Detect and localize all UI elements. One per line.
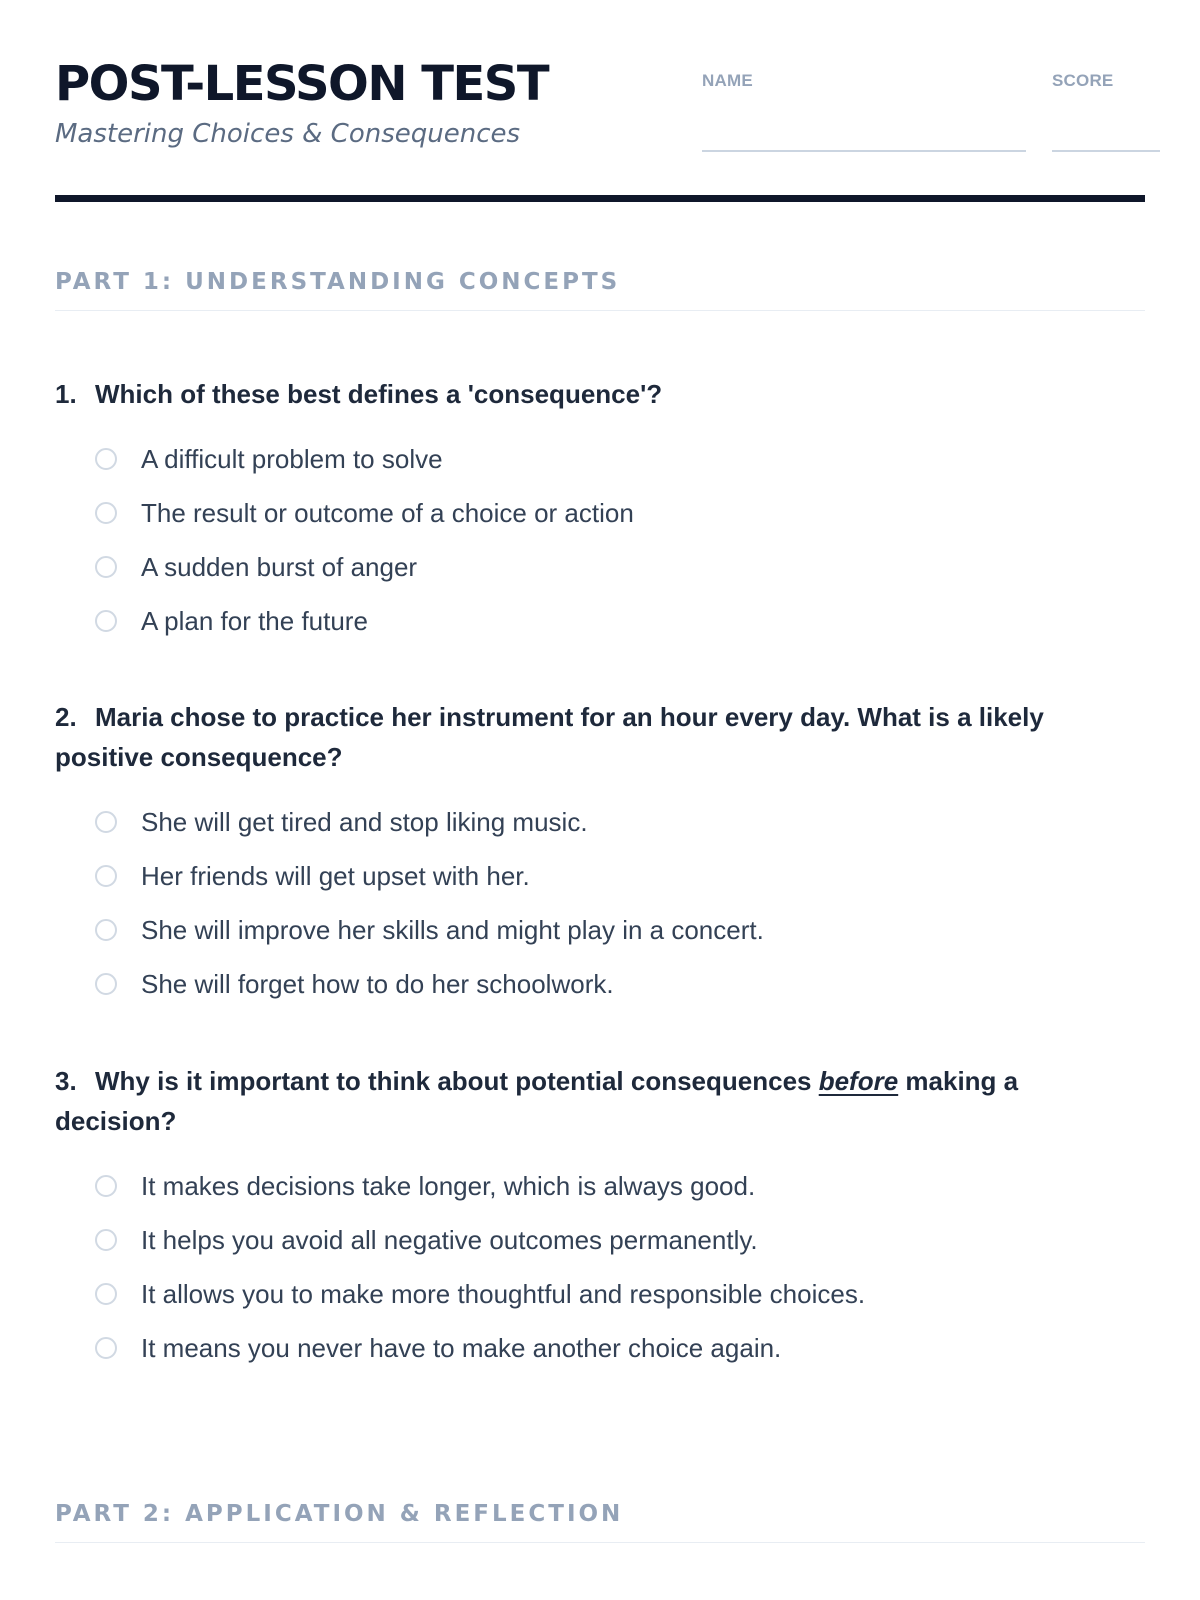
answer-option[interactable] bbox=[55, 486, 1145, 540]
answer-options bbox=[55, 795, 1145, 1011]
option-label: A sudden burst of anger bbox=[141, 551, 418, 582]
option-label: She will forget how to do her schoolwork. bbox=[141, 968, 614, 999]
radio-button[interactable] bbox=[95, 448, 117, 470]
name-label: NAME bbox=[702, 71, 753, 90]
name-field[interactable] bbox=[702, 150, 1026, 152]
header-divider bbox=[55, 195, 1145, 202]
section-heading-part-1: PART 1: UNDERSTANDING CONCEPTS bbox=[55, 269, 1145, 311]
question-1 bbox=[55, 374, 1145, 648]
score-label: SCORE bbox=[1052, 71, 1114, 90]
question-text bbox=[55, 374, 1145, 414]
radio-button[interactable] bbox=[95, 556, 117, 578]
radio-button[interactable] bbox=[95, 610, 117, 632]
section-heading-part-2: PART 2: APPLICATION & REFLECTION bbox=[55, 1501, 1145, 1543]
option-label: It helps you avoid all negative outcomes permanently. bbox=[141, 1224, 758, 1255]
question-number: 1. bbox=[55, 379, 77, 409]
question-prompt: Maria chose to practice her instrument for an hour every day. What is a likely positive consequence? bbox=[55, 702, 1044, 772]
answer-option[interactable] bbox=[55, 957, 1145, 1011]
radio-button[interactable] bbox=[95, 502, 117, 524]
option-label: It makes decisions take longer, which is always good. bbox=[141, 1170, 756, 1201]
answer-option[interactable] bbox=[55, 849, 1145, 903]
option-label: The result or outcome of a choice or action bbox=[141, 497, 634, 528]
test-header bbox=[55, 52, 1145, 202]
option-label: Her friends will get upset with her. bbox=[141, 860, 530, 891]
answer-option[interactable] bbox=[55, 1159, 1145, 1213]
answer-option[interactable] bbox=[55, 432, 1145, 486]
answer-option[interactable] bbox=[55, 1213, 1145, 1267]
answer-option[interactable] bbox=[55, 540, 1145, 594]
question-3 bbox=[55, 1061, 1145, 1375]
page-subtitle: Mastering Choices & Consequences bbox=[55, 119, 521, 149]
radio-button[interactable] bbox=[95, 1229, 117, 1251]
answer-options bbox=[55, 432, 1145, 648]
radio-button[interactable] bbox=[95, 973, 117, 995]
question-text bbox=[55, 697, 1145, 777]
question-prompt-end: making a decision? bbox=[55, 1066, 1019, 1136]
option-label: A plan for the future bbox=[141, 605, 368, 636]
radio-button[interactable] bbox=[95, 1175, 117, 1197]
radio-button[interactable] bbox=[95, 919, 117, 941]
question-number: 3. bbox=[55, 1066, 77, 1096]
option-label: It allows you to make more thoughtful and responsible choices. bbox=[141, 1278, 866, 1309]
answer-option[interactable] bbox=[55, 903, 1145, 957]
radio-button[interactable] bbox=[95, 865, 117, 887]
option-label: A difficult problem to solve bbox=[141, 443, 443, 474]
option-label: She will improve her skills and might play in a concert. bbox=[141, 914, 764, 945]
question-prompt-start: Why is it important to think about potential consequences bbox=[95, 1066, 819, 1096]
answer-option[interactable] bbox=[55, 1267, 1145, 1321]
option-label: It means you never have to make another choice again. bbox=[141, 1332, 782, 1363]
radio-button[interactable] bbox=[95, 1283, 117, 1305]
radio-button[interactable] bbox=[95, 811, 117, 833]
question-prompt: Which of these best defines a 'consequence'? bbox=[95, 379, 663, 409]
question-2 bbox=[55, 697, 1145, 1011]
page-title: POST-LESSON TEST bbox=[55, 56, 549, 112]
answer-option[interactable] bbox=[55, 795, 1145, 849]
question-emphasis: before bbox=[818, 1066, 899, 1096]
answer-options bbox=[55, 1159, 1145, 1375]
question-text bbox=[55, 1061, 1145, 1141]
radio-button[interactable] bbox=[95, 1337, 117, 1359]
option-label: She will get tired and stop liking music. bbox=[141, 806, 588, 837]
question-number: 2. bbox=[55, 702, 77, 732]
answer-option[interactable] bbox=[55, 1321, 1145, 1375]
score-field[interactable] bbox=[1052, 150, 1160, 152]
answer-option[interactable] bbox=[55, 594, 1145, 648]
